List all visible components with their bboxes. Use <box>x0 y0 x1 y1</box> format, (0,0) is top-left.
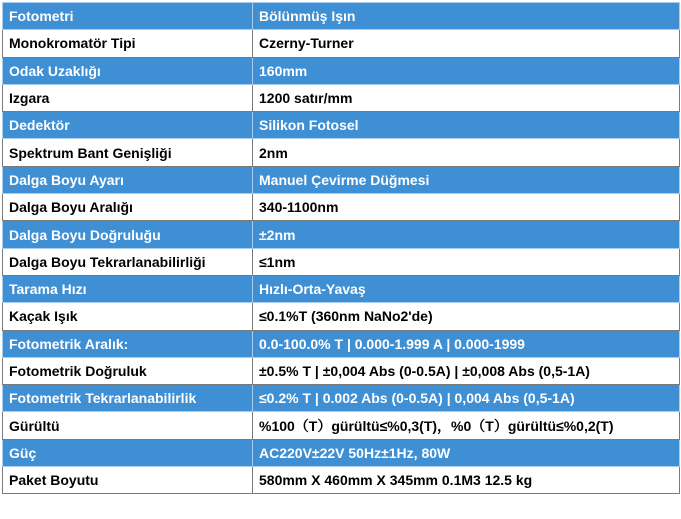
table-row <box>3 57 680 84</box>
table-row <box>3 166 680 193</box>
spec-label-cell: Tarama Hızı <box>3 275 253 302</box>
table-row <box>3 467 680 494</box>
table-row <box>3 357 680 384</box>
spec-label-cell: Fotometrik Aralık: <box>3 330 253 357</box>
table-row <box>3 221 680 248</box>
spec-table-body <box>3 3 680 494</box>
table-row <box>3 139 680 166</box>
spec-label-cell: Güç <box>3 439 253 466</box>
spec-label-cell: Odak Uzaklığı <box>3 57 253 84</box>
spec-value-cell: 0.0-100.0% T | 0.000-1.999 A | 0.000-1999 <box>253 330 680 357</box>
spec-label-cell: Dalga Boyu Doğruluğu <box>3 221 253 248</box>
spec-value-cell: AC220V±22V 50Hz±1Hz, 80W <box>253 439 680 466</box>
table-row <box>3 275 680 302</box>
spec-label-cell: Gürültü <box>3 412 253 439</box>
spec-value-cell: Manuel Çevirme Düğmesi <box>253 166 680 193</box>
table-row <box>3 194 680 221</box>
table-row <box>3 30 680 57</box>
spec-value-cell: Czerny-Turner <box>253 30 680 57</box>
table-row <box>3 248 680 275</box>
spec-value-cell: Bölünmüş Işın <box>253 3 680 30</box>
spec-label-cell: Paket Boyutu <box>3 467 253 494</box>
spec-label-cell: Fotometri <box>3 3 253 30</box>
table-row <box>3 303 680 330</box>
spec-value-cell: 160mm <box>253 57 680 84</box>
table-row <box>3 412 680 439</box>
spec-value-cell: ±0.5% T | ±0,004 Abs (0-0.5A) | ±0,008 Abs (0,5-1A) <box>253 357 680 384</box>
table-row <box>3 112 680 139</box>
spec-value-cell: ±2nm <box>253 221 680 248</box>
spec-label-cell: Dedektör <box>3 112 253 139</box>
table-row <box>3 3 680 30</box>
spec-value-cell: %100（T）gürültü≤%0,3(T)，%0（T）gürültü≤%0,2(T) <box>253 412 680 439</box>
spec-label-cell: Kaçak Işık <box>3 303 253 330</box>
spec-label-cell: Fotometrik Tekrarlanabilirlik <box>3 385 253 412</box>
spec-label-cell: Dalga Boyu Ayarı <box>3 166 253 193</box>
spec-label-cell: Dalga Boyu Aralığı <box>3 194 253 221</box>
spec-value-cell: ≤0.2% T | 0.002 Abs (0-0.5A) | 0,004 Abs (0,5-1A) <box>253 385 680 412</box>
spec-value-cell: Silikon Fotosel <box>253 112 680 139</box>
table-row <box>3 439 680 466</box>
spec-value-cell: ≤1nm <box>253 248 680 275</box>
spec-value-cell: Hızlı-Orta-Yavaş <box>253 275 680 302</box>
spec-value-cell: 2nm <box>253 139 680 166</box>
table-row <box>3 84 680 111</box>
spec-label-cell: Dalga Boyu Tekrarlanabilirliği <box>3 248 253 275</box>
table-row <box>3 330 680 357</box>
spec-label-cell: Monokromatör Tipi <box>3 30 253 57</box>
spec-label-cell: Fotometrik Doğruluk <box>3 357 253 384</box>
spec-value-cell: 1200 satır/mm <box>253 84 680 111</box>
table-row <box>3 385 680 412</box>
spec-table <box>2 2 680 494</box>
spec-value-cell: 340-1100nm <box>253 194 680 221</box>
spec-value-cell: ≤0.1%T (360nm NaNo2'de) <box>253 303 680 330</box>
spec-label-cell: Spektrum Bant Genişliği <box>3 139 253 166</box>
spec-value-cell: 580mm X 460mm X 345mm 0.1M3 12.5 kg <box>253 467 680 494</box>
spec-label-cell: Izgara <box>3 84 253 111</box>
